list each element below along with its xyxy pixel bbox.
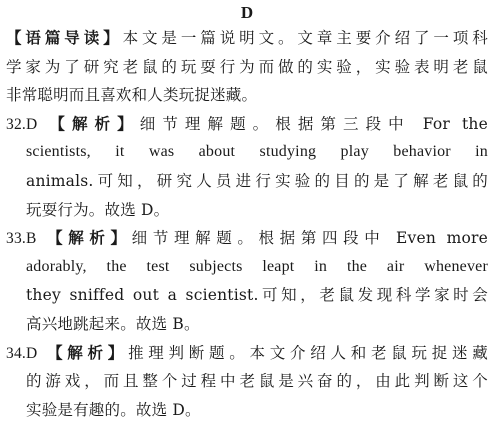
- question-33-line-2: adorably, the test subjects leapt in the air whenever: [26, 257, 488, 275]
- question-34-line-3: 实验是有趣的。故选 D。: [26, 400, 201, 419]
- question-32-line-2: scientists, it was about studying play behavior in: [26, 143, 488, 161]
- question-32-tag: 【解析】: [49, 113, 140, 133]
- question-33-tag: 【解析】: [47, 228, 132, 248]
- reading-guide-tag: 【语篇导读】: [6, 28, 123, 47]
- question-33-line-3: they sniffed out a scientist.可知，老鼠发现科学家时会: [26, 286, 488, 305]
- reading-guide-line-1: 【语篇导读】本文是一篇说明文。文章主要介绍了一项科: [6, 28, 488, 47]
- question-33-line-4: 高兴地跳起来。故选 B。: [26, 314, 200, 333]
- question-32-line-3: animals.可知，研究人员进行实验的目的是了解老鼠的: [26, 171, 488, 190]
- reading-guide-line-3: 非常聪明而且喜欢和人类玩捉迷藏。: [6, 86, 258, 105]
- section-letter: D: [240, 3, 254, 22]
- question-34-tag: 【解析】: [47, 342, 129, 362]
- question-34-number: 34.D: [6, 344, 38, 362]
- question-34-line-2: 的游戏，而且整个过程中老鼠是兴奋的，由此判断这个: [26, 372, 488, 391]
- answer-explanation-page: [0, 2, 496, 417]
- question-32-line-1: 32.D 【解析】细节理解题。根据第三段中 For the: [6, 113, 488, 133]
- reading-guide: [6, 24, 488, 110]
- question-33-explanation: [6, 224, 488, 338]
- question-32-explanation: [6, 110, 488, 224]
- question-34-line-1: 34.D 【解析】推理判断题。本文介绍人和老鼠玩捉迷藏: [6, 342, 488, 362]
- question-33-number: 33.B: [6, 230, 37, 248]
- question-33-line-1: 33.B 【解析】细节理解题。根据第四段中 Even more: [6, 228, 488, 248]
- question-32-line-4: 玩耍行为。故选 D。: [26, 200, 170, 219]
- reading-guide-line-2: 学家为了研究老鼠的玩耍行为而做的实验，实验表明老鼠: [6, 57, 488, 76]
- question-34-explanation: [6, 339, 488, 424]
- question-32-number: 32.D: [6, 115, 38, 133]
